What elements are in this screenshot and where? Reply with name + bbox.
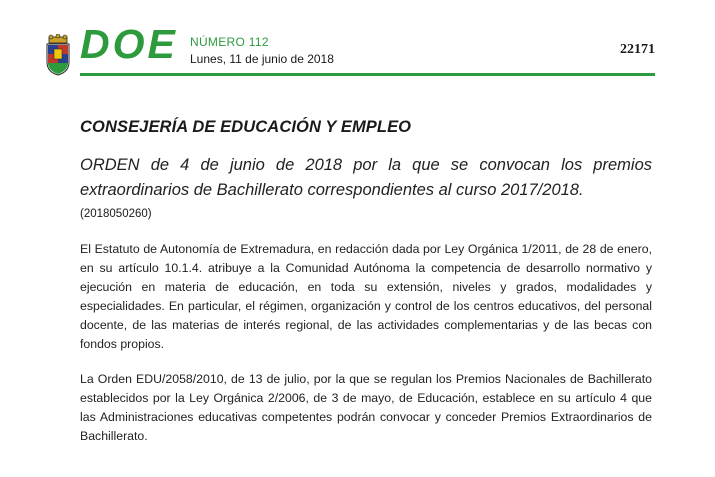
paragraph: La Orden EDU/2058/2010, de 13 de julio, por la que se regulan los Premios Nacionales de Bachillerato establecidos por la Ley Orgánica 2/2006, de 3 de mayo, de Educación, establece en su artículo 4 que las Administraciones educativas competentes podrán convocar y conceder Premios Extraordinarios de Bachillerato. (80, 372, 652, 443)
section-title: CONSEJERÍA DE EDUCACIÓN Y EMPLEO (80, 118, 412, 136)
coat-of-arms-icon (44, 34, 72, 76)
reference-code: (2018050260) (80, 208, 152, 220)
page-header (0, 0, 715, 80)
paragraph: El Estatuto de Autonomía de Extremadura, en redacción dada por Ley Orgánica 1/2011, de 28 de enero, en su artículo 10.1.4. atribuye a la Comunidad Autónoma la competencia de desarrollo normativo y ejecución en materia de educación, en toda su extensión, niveles y grados, modalidades y especialidades. En particular, el régimen, organización y control de los centros educativos, del personal docente, de las materias de interés regional, de las actividades complementarias y de las becas con fondos propios. (80, 242, 652, 351)
header-rule (80, 73, 655, 76)
issue-number: NÚMERO 112 (190, 35, 269, 49)
publication-date: Lunes, 11 de junio de 2018 (190, 52, 334, 66)
doe-logo: DOE (80, 21, 178, 67)
document-body (80, 118, 652, 462)
order-title: ORDEN de 4 de junio de 2018 por la que se convocan los premios extraordinarios de Bachillerato correspondientes al curso 2017/2018. (80, 156, 652, 199)
page-number: 22171 (620, 42, 655, 57)
